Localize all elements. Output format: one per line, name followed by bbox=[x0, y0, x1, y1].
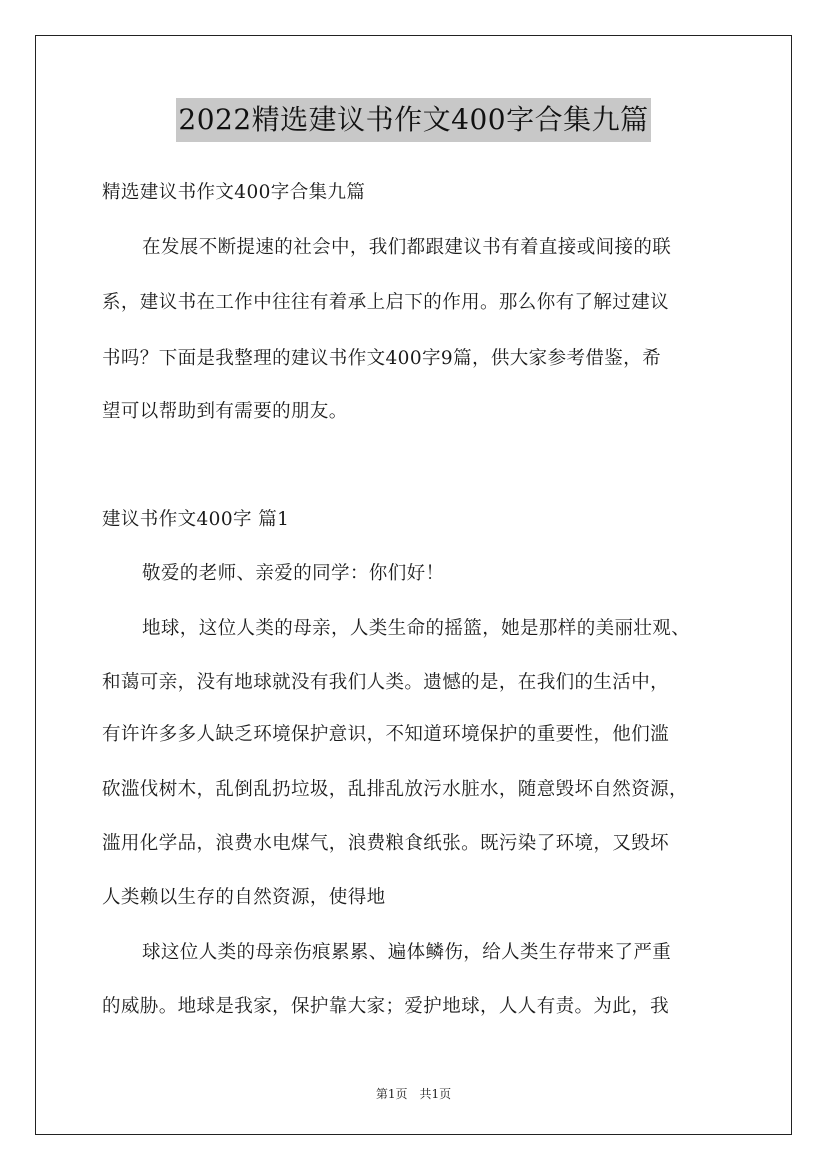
page-footer: 第1页 共1页 bbox=[375, 1087, 452, 1101]
greeting-line: 敬爱的老师、亲爱的同学：你们好！ bbox=[142, 563, 445, 584]
body-line: 有许许多多人缺乏环境保护意识，不知道环境保护的重要性，他们滥 bbox=[102, 724, 670, 745]
body-line: 球这位人类的母亲伤痕累累、遍体鳞伤，给人类生存带来了严重 bbox=[142, 942, 672, 963]
intro-line: 在发展不断提速的社会中，我们都跟建议书有着直接或间接的联 bbox=[142, 237, 672, 258]
document-title: 2022精选建议书作文400字合集九篇 bbox=[176, 98, 650, 142]
intro-line: 望可以帮助到有需要的朋友。 bbox=[102, 401, 348, 422]
section-heading: 建议书作文400字 篇1 bbox=[102, 509, 290, 530]
body-line: 人类赖以生存的自然资源，使得地 bbox=[102, 887, 386, 908]
body-line: 滥用化学品，浪费水电煤气，浪费粮食纸张。既污染了环境，又毁坏 bbox=[102, 833, 670, 854]
body-line: 和蔼可亲，没有地球就没有我们人类。遗憾的是，在我们的生活中， bbox=[102, 672, 670, 693]
body-line: 的威胁。地球是我家，保护靠大家；爱护地球，人人有责。为此，我 bbox=[102, 996, 670, 1017]
intro-line: 系，建议书在工作中往往有着承上启下的作用。那么你有了解过建议 bbox=[102, 292, 670, 313]
title-container bbox=[0, 98, 827, 142]
document-subtitle: 精选建议书作文400字合集九篇 bbox=[102, 182, 366, 203]
body-line: 砍滥伐树木，乱倒乱扔垃圾，乱排乱放污水脏水，随意毁坏自然资源， bbox=[102, 779, 688, 800]
intro-line: 书吗？下面是我整理的建议书作文400字9篇，供大家参考借鉴，希 bbox=[102, 348, 661, 369]
body-line: 地球，这位人类的母亲，人类生命的摇篮，她是那样的美丽壮观、 bbox=[142, 618, 691, 639]
